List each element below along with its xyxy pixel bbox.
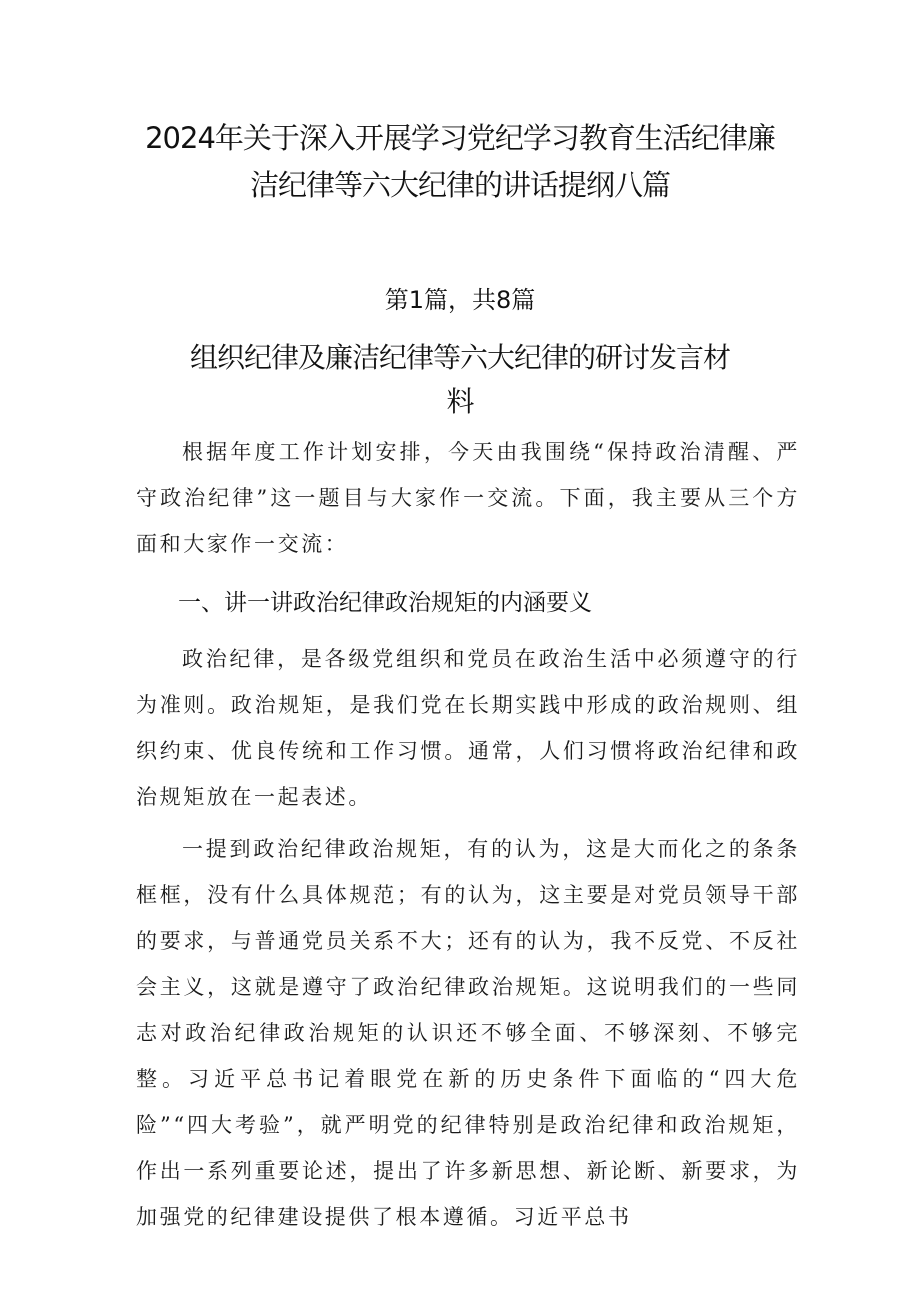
document-title-line-2: 洁纪律等六大纪律的讲话提纲八篇 [249,168,670,202]
part-label: 第1篇，共8篇 [384,286,536,314]
article-title-line-1: 组织纪律及廉洁纪律等六大纪律的研讨发言材 [189,341,730,374]
body-paragraph-1: 政治纪律，是各级党组织和党员在政治生活中必须遵守的行为准则。政治规矩，是我们党在长期实践中形成的政治规则、组织约束、优良传统和工作习惯。通常，人们习惯将政治纪律和政治规矩放在一起表述。 [136,647,800,809]
body-paragraph-2: 一提到政治纪律政治规矩，有的认为，这是大而化之的条条框框，没有什么具体规范；有的认为，这主要是对党员领导干部的要求，与普通党员关系不大；还有的认为，我不反党、不反社会主义，这就是遵守了政治纪律政治规矩。这说明我们的一些同志对政治纪律政治规矩的认识还不够全面、不够深刻、不够完整。习近平总书记着眼党在新的历史条件下面临的“四大危险”“四大考验”，就严明党的纪律特别是政治纪律和政治规矩，作出一系列重要论述，提出了许多新思想、新论断、新要求，为加强党的纪律建设提供了根本遵循。习近平总书 [136,837,800,1229]
section-heading-1: 一、讲一讲政治纪律政治规矩的内涵要义 [178,590,592,616]
intro-paragraph: 根据年度工作计划安排，今天由我围绕“保持政治清醒、严守政治纪律”这一题目与大家作一交流。下面，我主要从三个方面和大家作一交流： [136,440,800,556]
article-title-line-2: 料 [446,385,474,418]
document-title-line-1: 2024年关于深入开展学习党纪学习教育生活纪律廉 [145,121,775,155]
